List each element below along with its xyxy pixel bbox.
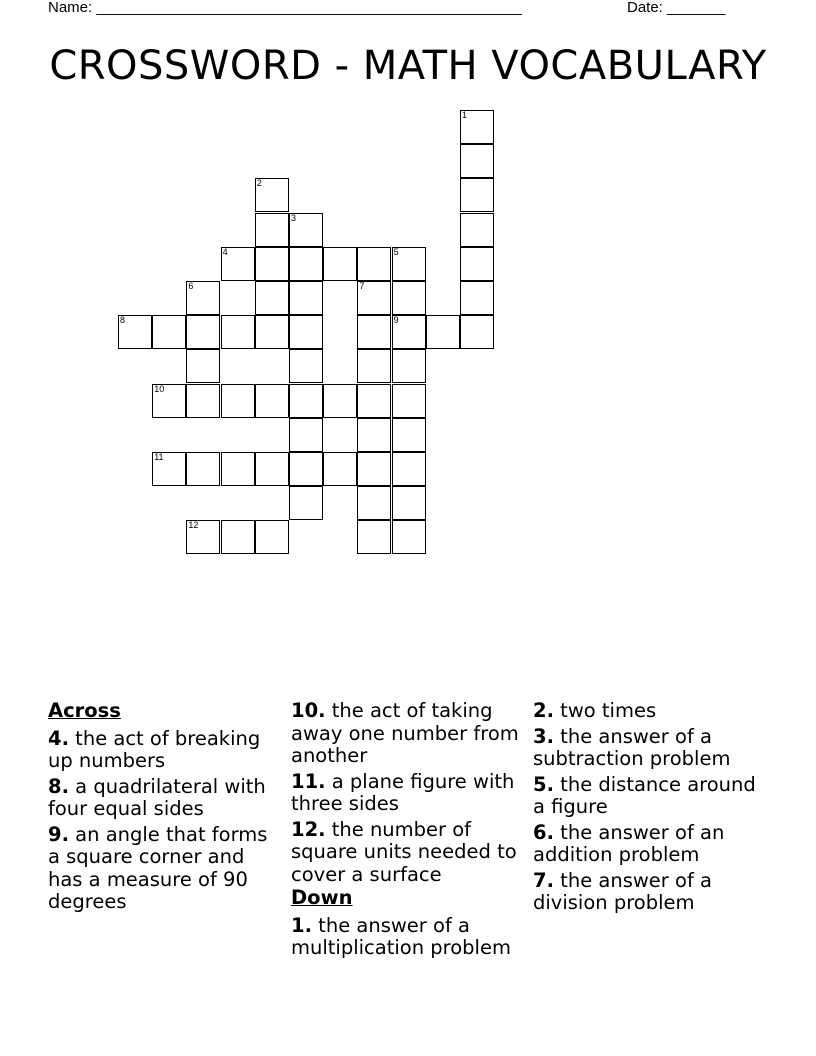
page-title: CROSSWORD - MATH VOCABULARY [49, 43, 767, 89]
crossword-cell[interactable] [323, 384, 357, 418]
clue-number-label: 10 [154, 383, 165, 394]
clue-number: 5. [533, 772, 554, 796]
clue-number: 8. [48, 774, 69, 798]
clue-number-label: 5 [393, 246, 399, 257]
header [48, 0, 748, 20]
crossword-cell[interactable] [392, 349, 426, 383]
clue-item [291, 771, 531, 816]
clues-column-3 [533, 700, 763, 918]
clue-text: the distance around a figure [533, 772, 756, 818]
crossword-cell[interactable] [357, 281, 391, 315]
crossword-cell[interactable] [186, 315, 220, 349]
crossword-cell[interactable] [289, 213, 323, 247]
crossword-cell[interactable] [392, 384, 426, 418]
clue-number: 2. [533, 699, 554, 722]
clue-item [533, 726, 763, 771]
clue-number-label: 7 [359, 281, 365, 291]
crossword-cell[interactable] [255, 178, 289, 212]
crossword-cell[interactable] [460, 213, 494, 247]
crossword-cell[interactable] [186, 520, 220, 554]
clues-column-2 [291, 700, 531, 963]
crossword-cell[interactable] [289, 349, 323, 383]
crossword-cell[interactable] [289, 315, 323, 349]
crossword-cell[interactable] [221, 520, 255, 554]
crossword-cell[interactable] [323, 247, 357, 281]
crossword-cell[interactable] [118, 315, 152, 349]
crossword-cell[interactable] [357, 520, 391, 554]
across-heading: Across [48, 699, 121, 722]
crossword-cell[interactable] [392, 281, 426, 315]
crossword-cell[interactable] [221, 247, 255, 281]
crossword-cell[interactable] [289, 486, 323, 520]
clue-number: 11. [291, 769, 326, 793]
crossword-cell[interactable] [255, 452, 289, 486]
clue-number-label: 8 [120, 315, 126, 326]
crossword-cell[interactable] [357, 452, 391, 486]
clue-item [48, 728, 278, 773]
crossword-cell[interactable] [357, 349, 391, 383]
crossword-cell[interactable] [460, 110, 494, 144]
clue-number: 10. [291, 699, 326, 722]
clue-item [48, 776, 278, 821]
name-field-label[interactable]: Name: ___________________________________________________ [48, 0, 522, 16]
crossword-cell[interactable] [289, 281, 323, 315]
crossword-cell[interactable] [392, 315, 426, 349]
crossword-cell[interactable] [460, 281, 494, 315]
clue-text: the act of breaking up numbers [48, 726, 261, 772]
clue-number-label: 1 [462, 110, 468, 120]
crossword-cell[interactable] [426, 315, 460, 349]
clues-column-1 [48, 700, 278, 917]
clue-number-label: 6 [188, 281, 194, 291]
crossword-cell[interactable] [357, 486, 391, 520]
clue-text: a plane figure with three sides [291, 769, 515, 815]
crossword-cell[interactable] [460, 178, 494, 212]
crossword-cell[interactable] [460, 315, 494, 349]
crossword-cell[interactable] [152, 452, 186, 486]
clue-number: 6. [533, 820, 554, 844]
crossword-cell[interactable] [289, 384, 323, 418]
crossword-cell[interactable] [152, 315, 186, 349]
crossword-cell[interactable] [357, 315, 391, 349]
crossword-cell[interactable] [255, 213, 289, 247]
crossword-cell[interactable] [460, 247, 494, 281]
clue-number: 12. [291, 817, 326, 841]
clue-number-label: 9 [393, 315, 399, 326]
crossword-cell[interactable] [357, 247, 391, 281]
clue-number: 1. [291, 913, 312, 937]
crossword-cell[interactable] [289, 452, 323, 486]
crossword-cell[interactable] [255, 281, 289, 315]
clue-item [291, 700, 531, 768]
crossword-cell[interactable] [357, 384, 391, 418]
clue-text: the answer of a division problem [533, 868, 712, 914]
crossword-cell[interactable] [255, 247, 289, 281]
crossword-cell[interactable] [221, 452, 255, 486]
clue-number-label: 12 [188, 520, 199, 531]
crossword-cell[interactable] [186, 349, 220, 383]
crossword-cell[interactable] [289, 247, 323, 281]
clue-text: two times [553, 699, 657, 722]
crossword-cell[interactable] [152, 384, 186, 418]
clue-item [533, 870, 763, 915]
crossword-cell[interactable] [289, 418, 323, 452]
clue-text: an angle that forms a square corner and has a measure of 90 degrees [48, 822, 268, 913]
clue-text: the act of taking away one number from another [291, 699, 519, 767]
clue-number-label: 3 [291, 212, 297, 223]
clue-text: the answer of an addition problem [533, 820, 725, 866]
crossword-cell[interactable] [460, 144, 494, 178]
crossword-cell[interactable] [323, 452, 357, 486]
clue-number: 4. [48, 726, 69, 750]
crossword-cell[interactable] [255, 315, 289, 349]
clue-number: 9. [48, 822, 69, 846]
crossword-cell[interactable] [392, 486, 426, 520]
crossword-cell[interactable] [392, 418, 426, 452]
date-field-label[interactable]: Date: _______ [627, 0, 726, 16]
clue-number-label: 4 [222, 246, 228, 257]
clue-number-label: 2 [256, 178, 262, 189]
crossword-cell[interactable] [357, 418, 391, 452]
clue-item [533, 774, 763, 819]
down-heading: Down [291, 886, 353, 909]
clue-item [533, 700, 763, 723]
crossword-cell[interactable] [221, 315, 255, 349]
crossword-cell[interactable] [392, 520, 426, 554]
clue-number: 3. [533, 724, 554, 748]
clue-number-label: 11 [154, 452, 164, 462]
crossword-cell[interactable] [392, 247, 426, 281]
crossword-cell[interactable] [221, 384, 255, 418]
clue-item [291, 915, 531, 960]
crossword-cell[interactable] [255, 520, 289, 554]
clue-text: the number of square units needed to cover a surface [291, 817, 517, 886]
clue-text: the answer of a multiplication problem [291, 913, 511, 959]
clue-text: a quadrilateral with four equal sides [48, 774, 266, 820]
crossword-cell[interactable] [255, 384, 289, 418]
clue-item [533, 822, 763, 867]
clue-item [48, 824, 278, 914]
clue-number: 7. [533, 868, 554, 892]
clue-item [291, 819, 531, 887]
crossword-cell[interactable] [186, 452, 220, 486]
crossword-cell[interactable] [186, 384, 220, 418]
clue-text: the answer of a subtraction problem [533, 724, 731, 770]
crossword-cell[interactable] [186, 281, 220, 315]
crossword-cell[interactable] [392, 452, 426, 486]
